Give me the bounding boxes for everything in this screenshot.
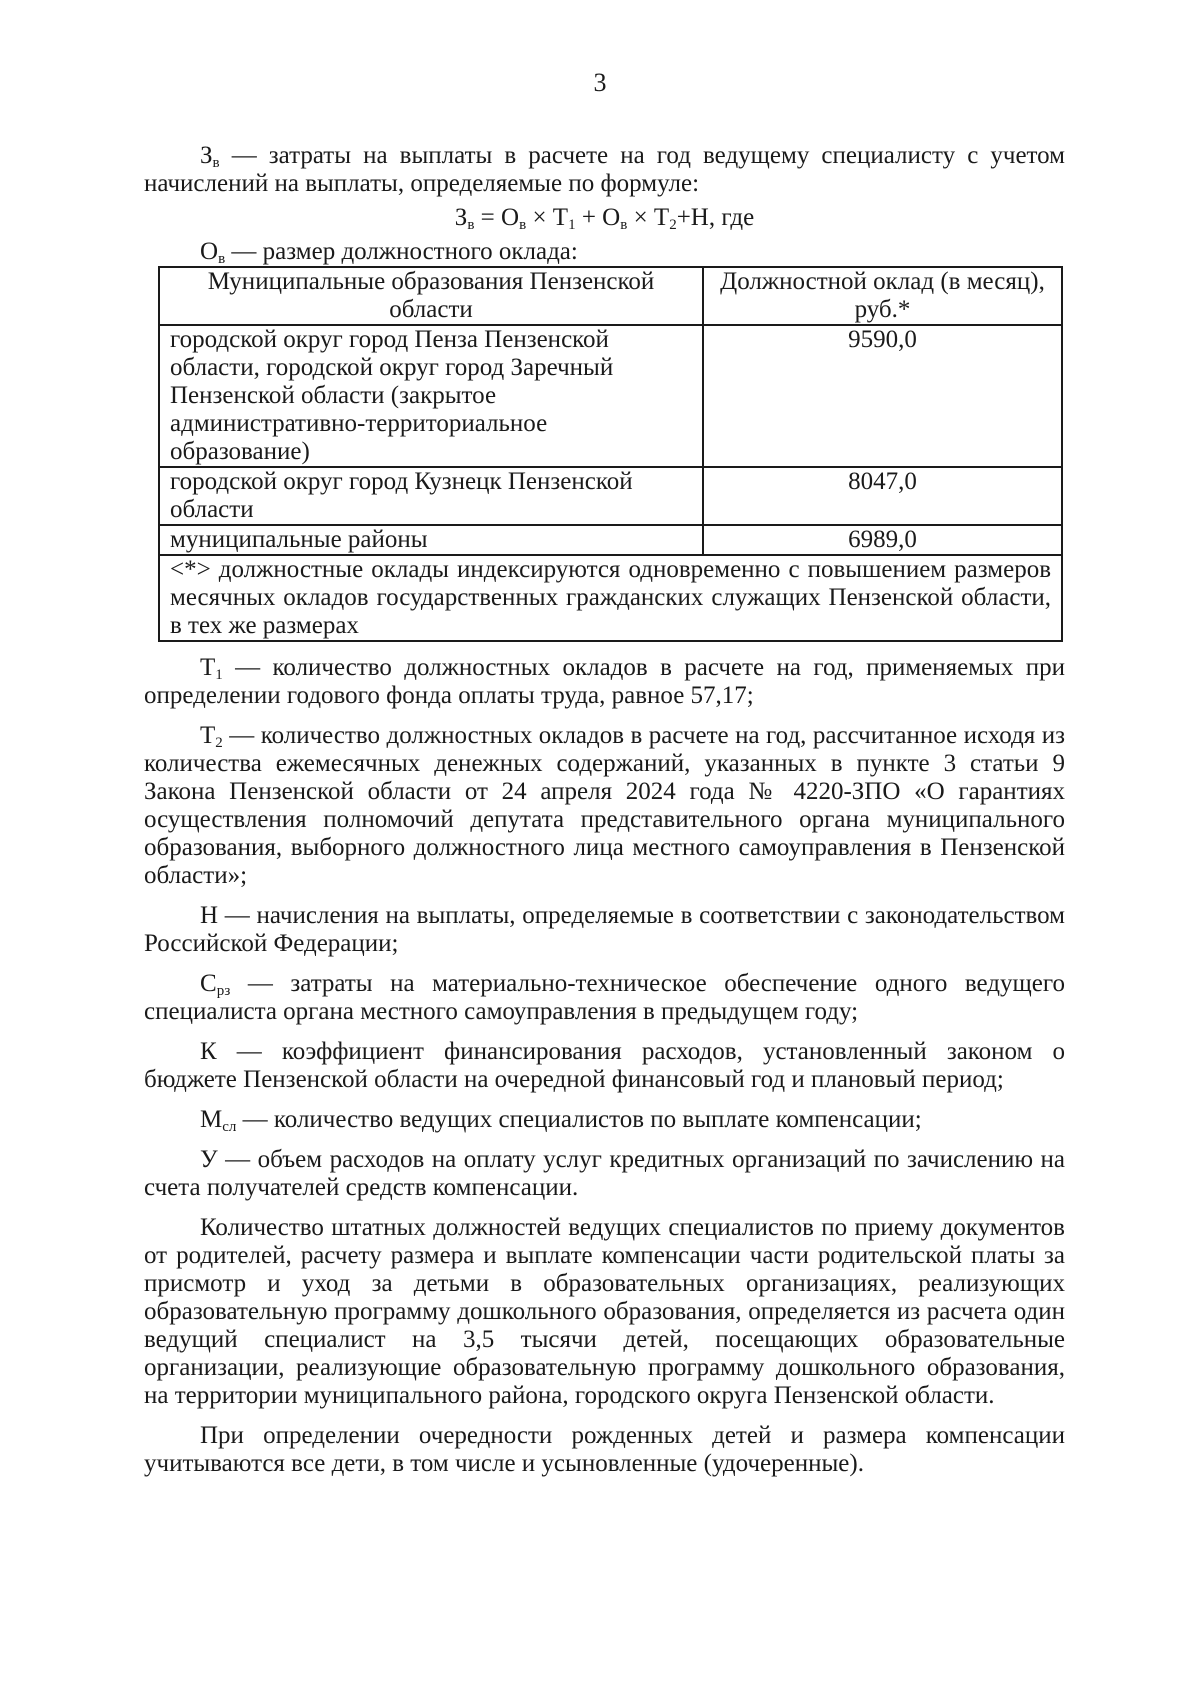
table-note-row <box>159 555 1062 641</box>
paragraph-t1-text: — количество должностных окладов в расчете на год, применяемых при определении годового фонда оплаты труда, равное 57,17; <box>144 654 1065 709</box>
paragraph-ov-text: — размер должностного оклада: <box>225 238 578 265</box>
formula-o1: О <box>501 204 520 231</box>
paragraph-t1 <box>144 654 1065 710</box>
symbol-t2-sub: 2 <box>215 735 223 751</box>
formula-equals: = <box>474 204 502 231</box>
formula-o2-sub: в <box>620 217 628 233</box>
formula-t1: × Т <box>526 204 569 231</box>
symbol-t2: Т <box>200 722 216 749</box>
table-header-salary: Должностной оклад (в месяц), руб.* <box>703 267 1062 325</box>
symbol-t1: Т <box>200 654 216 681</box>
formula-o1-sub: в <box>519 217 527 233</box>
paragraph-staff: Количество штатных должностей ведущих специалистов по приему документов от родителей, расчету размера и выплате компенсации части родительской платы за присмотр и уход за детьми в образовательных организациях, реализующих образовательную программу дошкольного образования, определяется из расчета один ведущий специалист на 3,5 тысячи детей, посещающих образовательные организации, реализующие образовательную программу дошкольного образования, на территории муниципального района, городского округа Пензенской области. <box>144 1214 1065 1409</box>
formula-z: З <box>454 204 468 231</box>
paragraph-t2 <box>144 722 1065 890</box>
table-cell-municipality: муниципальные районы <box>159 525 703 555</box>
table-footnote: <*> должностные оклады индексируются одновременно с повышением размеров месячных окладов государственных гражданских служащих Пензенской области, в тех же размерах <box>159 555 1062 641</box>
formula-o2: О <box>602 204 621 231</box>
table-row <box>159 325 1062 467</box>
table-row <box>159 525 1062 555</box>
table-row <box>159 467 1062 525</box>
symbol-srz: С <box>200 970 217 997</box>
paragraph-zv <box>144 142 1065 198</box>
paragraph-children: При определении очередности рожденных детей и размера компенсации учитываются все дети, в том числе и усыновленные (удочеренные). <box>144 1422 1065 1477</box>
paragraph-srz <box>144 970 1065 1026</box>
paragraph-srz-text: — затраты на материально-техническое обеспечение одного ведущего специалиста органа местного самоуправления в предыдущем году; <box>144 970 1065 1025</box>
table-header-row <box>159 267 1062 325</box>
paragraph-u: У — объем расходов на оплату услуг кредитных организаций по зачислению на счета получателей средств компенсации. <box>144 1146 1065 1201</box>
formula-t1-sub: 1 <box>568 217 576 233</box>
paragraph-t2-text: — количество должностных окладов в расчете на год, рассчитанное исходя из количества ежемесячных денежных содержаний, указанных в пункте 3 статьи 9 Закона Пензенской области от 24 апреля 2024 года № 4220-ЗПО «О гарантиях осуществления полномочий депутата представительного органа муниципального образования, выборного должностного лица местного самоуправления в Пензенской области»; <box>144 722 1065 889</box>
symbol-t1-sub: 1 <box>215 667 223 683</box>
symbol-zv: З <box>200 142 213 169</box>
formula-t2-sub: 2 <box>669 217 677 233</box>
symbol-ov: О <box>200 238 219 265</box>
formula-z-sub: в <box>467 217 475 233</box>
paragraph-msl <box>144 1106 1065 1134</box>
page-number: 3 <box>593 68 607 97</box>
formula-plus: + <box>575 204 603 231</box>
paragraph-zv-text: — затраты на выплаты в расчете на год ведущему специалисту с учетом начислений на выплаты, определяемые по формуле: <box>144 142 1065 197</box>
table-cell-municipality: городской округ город Пенза Пензенской области, городской округ город Заречный Пензенской области (закрытое административно-территориальное образование) <box>159 325 703 467</box>
symbol-msl-sub: сл <box>222 1119 237 1135</box>
document-body <box>144 142 1065 1478</box>
symbol-msl: М <box>200 1106 223 1133</box>
symbol-srz-sub: рз <box>216 983 231 999</box>
table-header-municipality: Муниципальные образования Пензенской области <box>159 267 703 325</box>
symbol-ov-sub: в <box>218 251 226 267</box>
paragraph-k: К — коэффициент финансирования расходов, установленный законом о бюджете Пензенской области на очередной финансовый год и плановый период; <box>144 1038 1065 1093</box>
table-cell-salary: 9590,0 <box>703 325 1062 467</box>
salary-table <box>158 266 1063 642</box>
paragraph-ov <box>144 238 1065 266</box>
formula-tail: +Н, где <box>676 204 755 231</box>
table-cell-municipality: городской округ город Кузнецк Пензенской области <box>159 467 703 525</box>
paragraph-msl-text: — количество ведущих специалистов по выплате компенсации; <box>236 1106 922 1133</box>
symbol-zv-sub: в <box>212 155 220 171</box>
paragraph-n: Н — начисления на выплаты, определяемые в соответствии с законодательством Российской Федерации; <box>144 902 1065 957</box>
formula-t2: × Т <box>627 204 670 231</box>
salary-formula <box>144 204 1065 232</box>
table-cell-salary: 8047,0 <box>703 467 1062 525</box>
table-cell-salary: 6989,0 <box>703 525 1062 555</box>
